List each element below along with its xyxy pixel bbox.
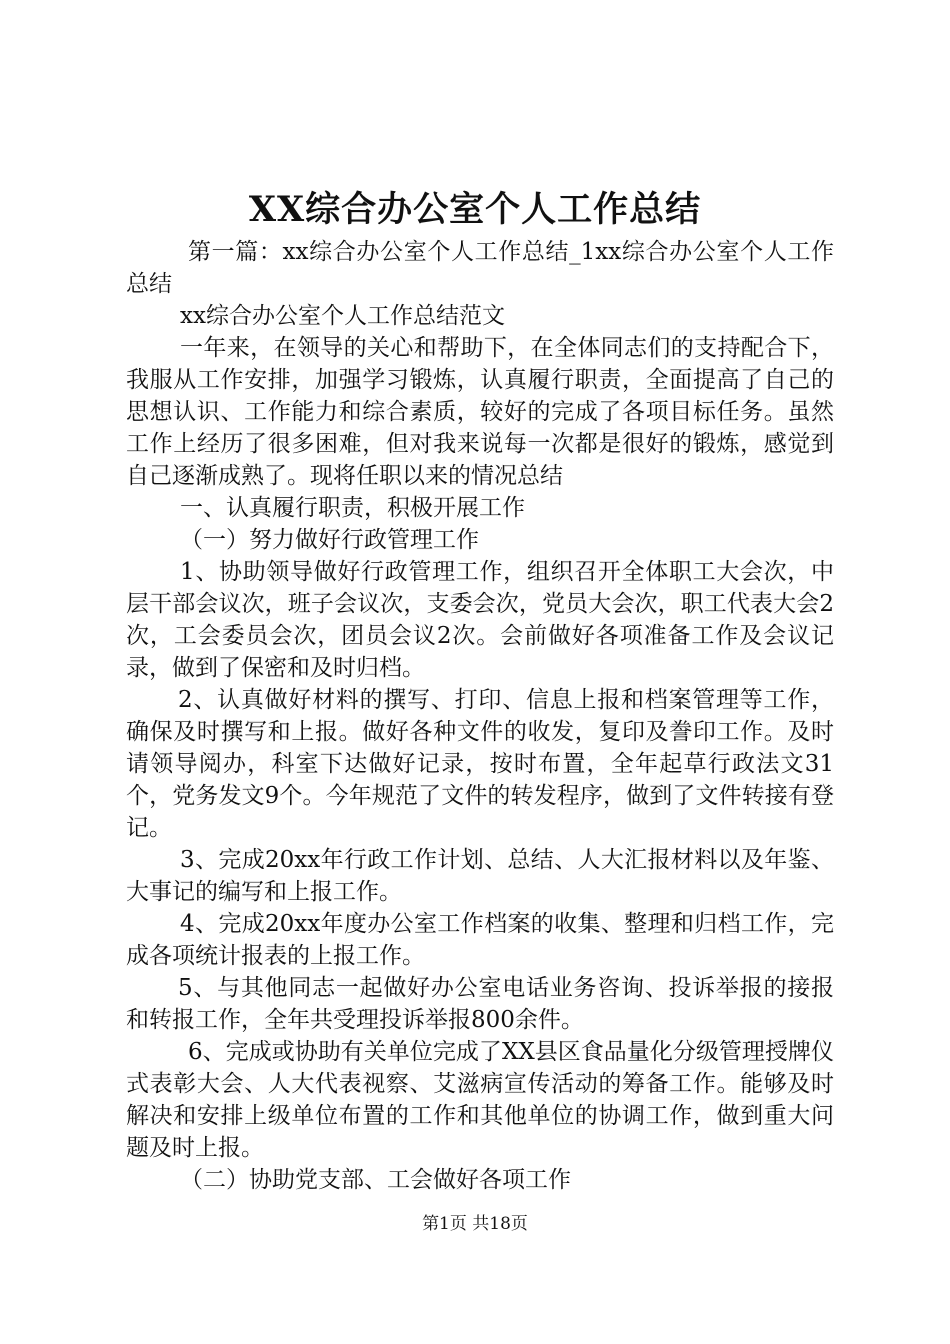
paragraph: 6、完成或协助有关单位完成了XX县区食品量化分级管理授牌仪式表彰大会、人大代表视察、艾滋病宣传活动的筹备工作。能够及时解决和安排上级单位布置的工作和其他单位的协调工作，做到重大问题及时上报。: [126, 1039, 834, 1161]
paragraph: 5、与其他同志一起做好办公室电话业务咨询、投诉举报的接报和转报工作，全年共受理投诉举报800余件。: [126, 975, 834, 1033]
subsection-heading: （一）努力做好行政管理工作: [180, 527, 479, 553]
document-body: [126, 236, 834, 1196]
paragraph: 1、协助领导做好行政管理工作，组织召开全体职工大会次，中层干部会议次，班子会议次，支委会次，党员大会次，职工代表大会2次，工会委员会次，团员会议2次。会前做好各项准备工作及会议记录，做到了保密和及时归档。: [126, 559, 834, 681]
section-heading: 一、认真履行职责，积极开展工作: [180, 495, 525, 521]
paragraph: 一年来，在领导的关心和帮助下，在全体同志们的支持配合下，我服从工作安排，加强学习锻炼，认真履行职责，全面提高了自己的思想认识、工作能力和综合素质，较好的完成了各项目标任务。虽然工作上经历了很多困难，但对我来说每一次都是很好的锻炼，感觉到自己逐渐成熟了。现将任职以来的情况总结: [126, 335, 834, 489]
paragraph: 第一篇：xx综合办公室个人工作总结_1xx综合办公室个人工作总结: [126, 239, 834, 297]
subsection-heading: （二）协助党支部、工会做好各项工作: [180, 1167, 571, 1193]
paragraph: 3、完成20xx年行政工作计划、总结、人大汇报材料以及年鉴、大事记的编写和上报工作。: [126, 847, 834, 905]
paragraph: 4、完成20xx年度办公室工作档案的收集、整理和归档工作，完成各项统计报表的上报工作。: [126, 911, 834, 969]
page-footer: 第1页 共18页: [422, 1214, 528, 1234]
paragraph: xx综合办公室个人工作总结范文: [180, 303, 505, 329]
document-title: XX综合办公室个人工作总结: [248, 189, 702, 230]
paragraph: 2、认真做好材料的撰写、打印、信息上报和档案管理等工作，确保及时撰写和上报。做好各种文件的收发，复印及誊印工作。及时请领导阅办，科室下达做好记录，按时布置，全年起草行政法文31个，党务发文9个。今年规范了文件的转发程序，做到了文件转接有登记。: [126, 687, 834, 841]
